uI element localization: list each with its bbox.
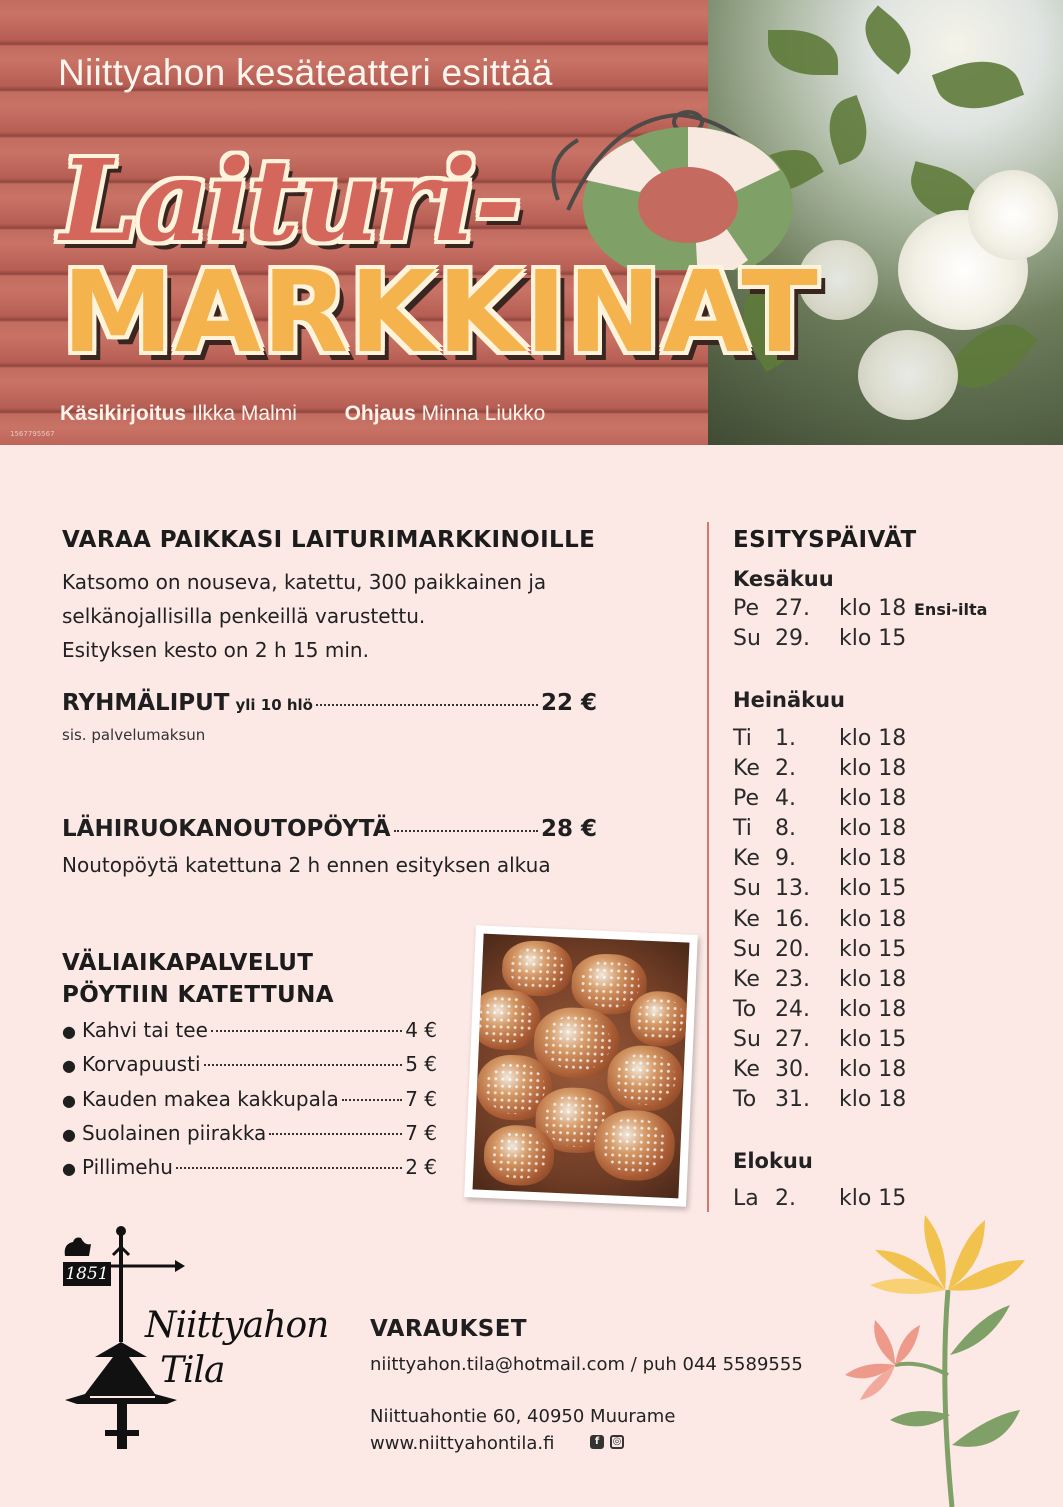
date-time: klo 18 (839, 906, 907, 932)
header-banner (0, 0, 1063, 445)
date-time: klo 18 (839, 726, 907, 751)
date-day: La (733, 1186, 759, 1211)
date-num: 27. (775, 596, 810, 621)
header-subtitle: Niittyahon kesäteatteri esittää (58, 52, 553, 93)
script-name: Ilkka Malmi (191, 402, 297, 425)
dates-heading: ESITYSPÄIVÄT (733, 527, 917, 553)
date-day: Su (733, 936, 761, 962)
date-num: 31. (775, 1087, 810, 1113)
buffet-price: 28 € (540, 816, 597, 842)
date-num: 16. (775, 906, 810, 932)
menu-item-name: Pillimehu (81, 1155, 173, 1180)
director-label: Ohjaus (344, 402, 416, 425)
date-num: 2. (775, 756, 796, 782)
leader-dots (394, 830, 538, 832)
menu-item-price: 7 € (405, 1086, 437, 1111)
group-ticket-price: 22 € (540, 690, 597, 716)
date-num: 13. (775, 876, 810, 902)
lifebuoy-icon (548, 100, 798, 270)
date-num: 8. (775, 816, 796, 842)
cinnamon-buns-photo (464, 925, 698, 1206)
logo-year: 1851 (65, 1264, 109, 1284)
date-num: 27. (775, 1026, 810, 1052)
date-day: Su (733, 1026, 761, 1052)
menu-item (62, 1087, 437, 1121)
date-num: 20. (775, 936, 810, 962)
premiere-tag: Ensi-ilta (914, 600, 988, 619)
interval-menu (62, 1018, 437, 1189)
credits (60, 402, 545, 426)
leader-dots (316, 704, 538, 706)
date-time: klo 15 (839, 1026, 907, 1052)
date-num: 1. (775, 726, 796, 751)
leader-dots (269, 1133, 402, 1135)
reservations-heading: VARAUKSET (370, 1316, 527, 1342)
menu-item (62, 1018, 437, 1052)
date-time: klo 15 (839, 1186, 907, 1211)
date-num: 4. (775, 786, 796, 812)
date-day: Ke (733, 756, 760, 782)
date-time: klo 18 (839, 996, 907, 1022)
date-time: klo 18 (839, 816, 907, 842)
group-ticket-note: yli 10 hlö (235, 696, 313, 714)
reserve-line: selkänojallisilla penkeillä varustettu. (62, 604, 426, 628)
month-july: Heinäkuu (733, 688, 846, 712)
date-time: klo 18 (839, 786, 907, 812)
group-ticket-small-print: sis. palvelumaksun (62, 726, 206, 744)
flower-illustration (840, 1205, 1040, 1507)
date-time: klo 18 (839, 846, 907, 872)
month-june: Kesäkuu (733, 567, 834, 591)
leader-dots (176, 1167, 402, 1169)
date-day: Ke (733, 1057, 760, 1083)
date-day: To (733, 996, 757, 1022)
interval-heading-line1: VÄLIAIKAPALVELUT (62, 950, 314, 976)
date-time: klo 15 (839, 876, 907, 902)
buffet-row (62, 816, 597, 842)
social-links (590, 1435, 624, 1449)
date-num: 23. (775, 966, 810, 992)
date-day: Ti (733, 816, 752, 842)
bullet-icon: ● (62, 1159, 76, 1179)
column-divider (707, 522, 709, 1212)
month-august: Elokuu (733, 1149, 813, 1173)
group-ticket-row (62, 690, 597, 716)
date-day: To (733, 1087, 757, 1113)
reservations-address: Niittuahontie 60, 40950 Muurame (370, 1406, 676, 1427)
reserve-heading: VARAA PAIKKASI LAITURIMARKKINOILLE (62, 527, 596, 553)
leader-dots (204, 1064, 403, 1066)
bullet-icon: ● (62, 1056, 76, 1076)
date-time: klo 18 (839, 1057, 907, 1083)
date-time: klo 15 (839, 626, 907, 652)
group-ticket-name: RYHMÄLIPUT (62, 690, 230, 716)
interval-heading-line2: PÖYTIIN KATETTUNA (62, 982, 334, 1008)
menu-item (62, 1121, 437, 1155)
bullet-icon: ● (62, 1124, 76, 1144)
reservations-contact[interactable]: niittyahon.tila@hotmail.com / puh 044 5589555 (370, 1354, 803, 1375)
leader-dots (342, 1099, 402, 1101)
date-day: Ke (733, 906, 760, 932)
date-num: 29. (775, 626, 810, 652)
buffet-name: LÄHIRUOKANOUTOPÖYTÄ (62, 816, 391, 842)
leader-dots (211, 1030, 402, 1032)
date-num: 9. (775, 846, 796, 872)
logo-name-line1: Niittyahon (145, 1305, 329, 1346)
date-day: Su (733, 626, 761, 652)
menu-item-price: 4 € (405, 1018, 437, 1042)
interval-heading (62, 947, 334, 1011)
menu-item-name: Kauden makea kakkupala (81, 1086, 339, 1111)
date-num: 30. (775, 1057, 810, 1083)
reservations-website[interactable]: www.niittyahontila.fi (370, 1433, 555, 1454)
menu-item-name: Korvapuusti (81, 1052, 201, 1077)
reserve-line: Esityksen kesto on 2 h 15 min. (62, 638, 369, 662)
date-day: Pe (733, 596, 760, 621)
date-day: Ke (733, 846, 760, 872)
date-time: klo 18 (839, 596, 907, 621)
menu-item-price: 2 € (405, 1155, 437, 1180)
menu-item-name: Suolainen piirakka (81, 1120, 267, 1145)
bullet-icon: ● (62, 1090, 76, 1110)
date-num: 24. (775, 996, 810, 1022)
reserve-description (62, 565, 662, 667)
date-day: Su (733, 876, 761, 902)
title-line2: MARKKINAT (62, 248, 819, 378)
script-label: Käsikirjoitus (60, 402, 187, 425)
buffet-description: Noutopöytä katettuna 2 h ennen esityksen alkua (62, 853, 551, 877)
logo-name-line2: Tila (160, 1350, 225, 1391)
date-day: Pe (733, 786, 760, 812)
date-num: 2. (775, 1186, 796, 1211)
menu-item-name: Kahvi tai tee (81, 1018, 208, 1042)
date-day: Ke (733, 966, 760, 992)
date-time: klo 15 (839, 936, 907, 962)
instagram-icon[interactable]: ◎ (610, 1435, 624, 1449)
stock-id: 1567795567 (10, 430, 55, 438)
facebook-icon[interactable]: f (590, 1435, 604, 1449)
menu-item-price: 7 € (405, 1120, 437, 1145)
bullet-icon: ● (62, 1022, 76, 1041)
date-time: klo 18 (839, 966, 907, 992)
date-day: Ti (733, 726, 752, 751)
director-name: Minna Liukko (421, 402, 546, 425)
reserve-line: Katsomo on nouseva, katettu, 300 paikkainen ja (62, 570, 547, 594)
menu-item (62, 1155, 437, 1189)
date-time: klo 18 (839, 1087, 907, 1113)
date-time: klo 18 (839, 756, 907, 782)
menu-item (62, 1052, 437, 1086)
menu-item-price: 5 € (405, 1052, 437, 1077)
title-line1: Laituri- (60, 136, 520, 267)
